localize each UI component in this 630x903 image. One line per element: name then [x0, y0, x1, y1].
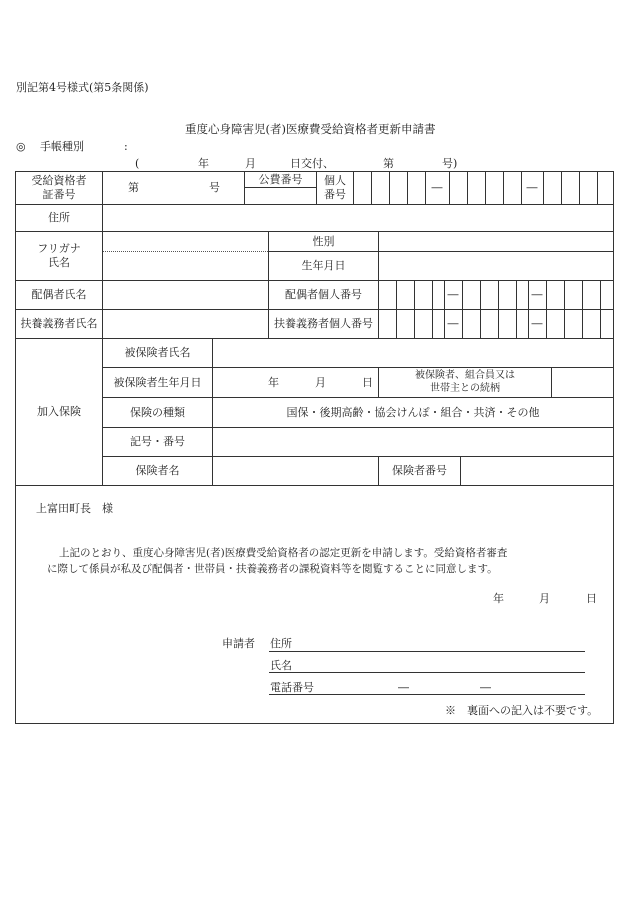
phone-dash: ― — [480, 681, 491, 694]
name-label: フリガナ 氏名 — [37, 242, 81, 269]
techo-dai: 第 — [383, 157, 394, 170]
address-input[interactable] — [103, 205, 613, 231]
applicant-address-line[interactable] — [269, 651, 585, 652]
techo-colon: : — [124, 140, 128, 153]
applicant-address-label: 住所 — [270, 637, 292, 650]
cert-dai: 第 — [128, 181, 139, 194]
declaration-line-2: に際して係員が私及び配偶者・世帯員・扶養義務者の課税資料等を閲覧することに同意します。 — [47, 563, 498, 575]
addressee: 上富田町長 様 — [36, 502, 113, 515]
phone-line[interactable] — [269, 694, 585, 695]
public-expense-input[interactable] — [245, 188, 316, 204]
name-input[interactable] — [103, 252, 268, 280]
insured-birthdate-label: 被保険者生年月日 — [113, 375, 202, 389]
techo-label: 手帳種別 — [40, 140, 84, 153]
insurer-number-label: 保険者番号 — [392, 464, 447, 478]
public-expense-label: 公費番号 — [258, 172, 303, 186]
spouse-number-dash: ― — [531, 288, 543, 302]
individual-number-dash: ― — [431, 181, 443, 195]
individual-number-label: 個人 番号 — [324, 174, 346, 201]
application-date-year: 年 — [493, 592, 504, 605]
spouse-number-dash: ― — [447, 288, 459, 302]
note: ※ 裏面への記入は不要です。 — [445, 704, 599, 717]
relation-label: 被保険者、組合員又は 世帯主との続柄 — [415, 370, 515, 394]
dependent-number-dash: ― — [447, 317, 459, 331]
insurance-type-label: 保険の種類 — [130, 405, 185, 419]
insured-name-input[interactable] — [213, 339, 613, 367]
gender-label: 性別 — [312, 234, 335, 248]
application-date-month: 月 — [539, 592, 550, 605]
declaration-line-1: 上記のとおり、重度心身障害児(者)医療費受給資格者の認定更新を申請します。受給資格者審査 — [59, 547, 508, 559]
recipient-cert-label: 受給資格者 証番号 — [31, 174, 87, 201]
phone-label: 電話番号 — [270, 681, 314, 694]
applicant-name-label: 氏名 — [270, 659, 292, 672]
applicant-label: 申請者 — [222, 637, 255, 650]
techo-mark: ◎ — [16, 140, 26, 153]
cert-go: 号 — [209, 181, 220, 194]
dependent-name-label: 扶養義務者氏名 — [20, 317, 98, 331]
symbol-number-input[interactable] — [213, 428, 613, 456]
dependent-name-input[interactable] — [103, 310, 268, 338]
insurer-number-input[interactable] — [461, 457, 613, 485]
spouse-name-input[interactable] — [103, 281, 268, 309]
address-label: 住所 — [48, 211, 70, 225]
individual-number-dash: ― — [526, 181, 538, 195]
techo-year: 年 — [198, 157, 209, 170]
gender-input[interactable] — [379, 232, 613, 251]
application-date-day: 日 — [586, 592, 597, 605]
dependent-number-dash: ― — [531, 317, 543, 331]
relation-input[interactable] — [552, 368, 613, 397]
techo-go: 号) — [442, 157, 458, 170]
insurance-type-options[interactable]: 国保・後期高齢・協会けんぽ・組合・共済・その他 — [286, 405, 540, 419]
techo-issued: 日交付、 — [290, 157, 334, 170]
birthdate-label: 生年月日 — [301, 259, 346, 273]
form-number: 別記第4号様式(第5条関係) — [16, 81, 149, 94]
insured-birth-day: 日 — [362, 376, 373, 389]
phone-dash: ― — [398, 681, 409, 694]
symbol-number-label: 記号・番号 — [130, 435, 185, 449]
birthdate-input[interactable] — [379, 252, 613, 280]
techo-month: 月 — [245, 157, 256, 170]
insured-birth-year: 年 — [268, 376, 279, 389]
techo-open-paren: ( — [135, 157, 140, 170]
insurer-name-label: 保険者名 — [135, 464, 180, 478]
furigana-input[interactable] — [103, 232, 268, 251]
insurance-section-label: 加入保険 — [37, 405, 81, 419]
insured-birth-month: 月 — [315, 376, 326, 389]
page-title: 重度心身障害児(者)医療費受給資格者更新申請書 — [185, 122, 436, 136]
applicant-name-line[interactable] — [269, 672, 585, 673]
insurer-name-input[interactable] — [213, 457, 378, 485]
insured-name-label: 被保険者氏名 — [124, 346, 191, 360]
spouse-individual-number-label: 配偶者個人番号 — [285, 288, 362, 302]
dependent-individual-number-label: 扶養義務者個人番号 — [274, 317, 373, 331]
spouse-name-label: 配偶者氏名 — [31, 288, 87, 302]
